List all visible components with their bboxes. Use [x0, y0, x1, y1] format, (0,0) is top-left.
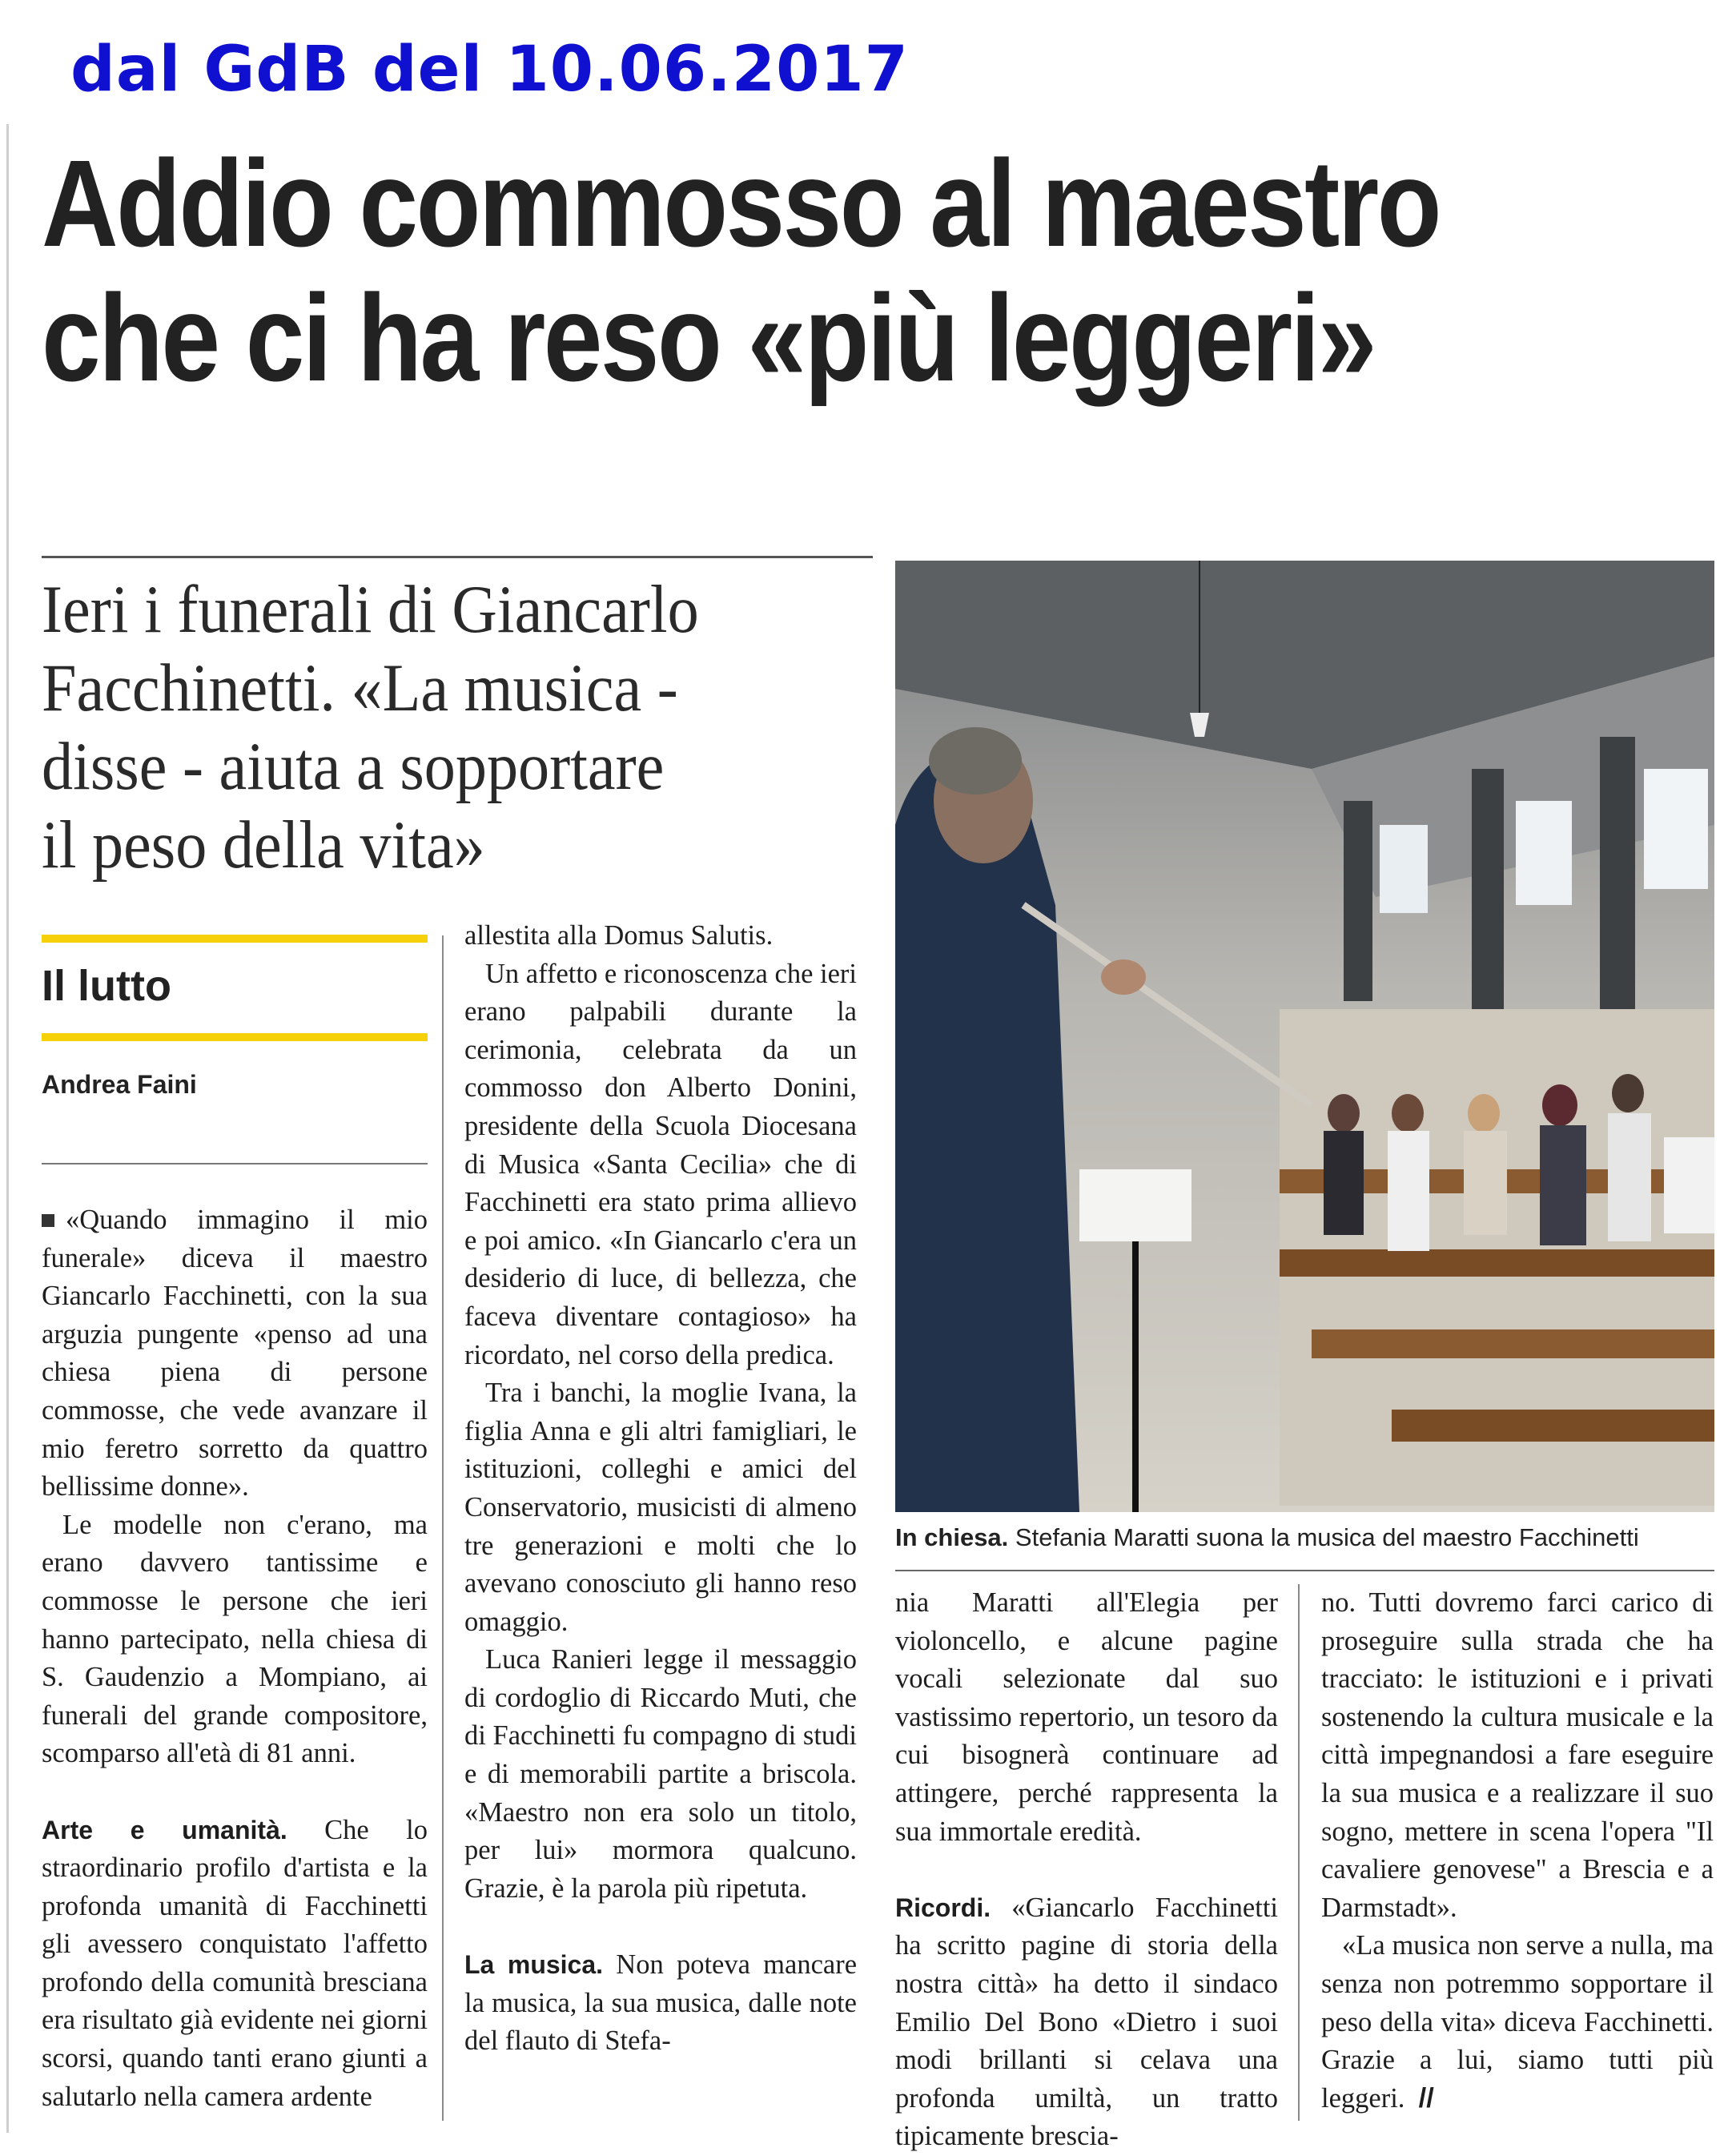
author-byline: Andrea Faini — [42, 1070, 197, 1099]
subheadline-rule — [42, 556, 873, 558]
subheadline-line-3: disse - aiuta a sopportare — [42, 729, 665, 804]
paragraph: Arte e umanità. Che lo straordinario profilo d'artista e la profonda umanità di Facchinetti gli avessero conquistato l'affetto profondo della comunità bresciana era risultato già evidente nei giorni scorsi, quando tanti erano giunti a salutarlo nella camera ardente — [42, 1814, 428, 2112]
paragraph: Ricordi. «Giancarlo Facchinetti ha scritto pagine di storia della nostra città» ha detto il sindaco Emilio Del Bono «Dietro i suoi modi brillanti si celava una profonda umiltà, un tratto tipicamente brescia- — [895, 1892, 1278, 2152]
paragraph: La musica. Non poteva mancare la musica, la sua musica, dalle note del flauto di Stefa- — [464, 1949, 858, 2057]
paragraph: no. Tutti dovremo farci carico di proseguire sulla strada che ha tracciato: le istituzioni e i privati sostenendo la cultura musicale e la città impegnandosi a fare eseguire la sua musica e a realizzare il suo sogno, mettere in scena l'opera "Il cavaliere genovese" a Brescia e a Darmstadt». — [1321, 1587, 1714, 1923]
paragraph: Tra i banchi, la moglie Ivana, la figlia Anna e gli altri famigliari, le istituzioni, colleghi e amici del Conservatorio, musicisti di almeno tre generazioni e molti che lo avevano conosciuto gli hanno reso omaggio. — [464, 1378, 857, 1637]
left-margin-rule — [6, 124, 9, 2133]
article-column-3 — [895, 1584, 1278, 2156]
rubric: Il lutto — [42, 962, 171, 1010]
paragraph: Le modelle non c'erano, ma erano davvero tantissime e commosse le persone che ieri hanno partecipato, nella chiesa di S. Gaudenzio a Mompiano, ai funerali del grande compositore, scomparso all'età di 81 anni. — [42, 1509, 428, 1769]
photo-illustration — [895, 561, 1714, 1512]
paragraph: «La musica non serve a nulla, ma senza non potremmo sopportare il peso della vita» diceva Facchinetti. Grazie a lui, siamo tutti più leggeri. // — [1321, 1930, 1714, 2114]
paragraph: Luca Ranieri legge il messaggio di cordoglio di Riccardo Muti, che di Facchinetti fu compagno di studi e di memorabili partite a briscola. «Maestro non era solo un titolo, per lui» mormora qualcuno. Grazie, è la parola più ripetuta. — [464, 1644, 857, 1904]
section-lead: La musica. — [464, 1950, 604, 1980]
subheadline-line-2: Facchinetti. «La musica - — [42, 650, 678, 726]
subheadline-line-4: il peso della vita» — [42, 807, 485, 883]
byline-rule — [42, 1163, 428, 1164]
paragraph: «Quando immagino il mio funerale» diceva il maestro Giancarlo Facchinetti, con la sua arguzia pungente «penso ad una chiesa piena di persone commosse, che vede avanzare il mio feretro sorretto da quattro bellissime donne». — [42, 1205, 428, 1502]
source-label: dal GdB del 10.06.2017 — [70, 34, 909, 106]
end-of-article-mark: // — [1418, 2082, 1434, 2114]
section-lead: Arte e umanità. — [42, 1815, 287, 1844]
headline-line-1: Addio commosso al maestro — [42, 135, 1440, 272]
rubric-top-rule — [42, 935, 428, 943]
paragraph: nia Maratti all'Elegia per violoncello, e alcune pagine vocali selezionate dal suo vastissimo repertorio, un tesoro da cui bisognerà continuare ad attingere, perché rappresenta la sua immortale eredità. — [895, 1587, 1278, 1847]
article-column-2 — [464, 917, 857, 2061]
photo-caption: In chiesa. Stefania Maratti suona la musica del maestro Facchinetti — [895, 1523, 1639, 1551]
article-column-4 — [1321, 1584, 1714, 2118]
caption-rule — [895, 1570, 1714, 1571]
subheadline — [42, 570, 874, 884]
headline — [42, 136, 1715, 405]
rubric-bottom-rule — [42, 1033, 428, 1041]
church-photo — [895, 561, 1714, 1512]
headline-line-2: che ci ha reso «più leggeri» — [42, 269, 1375, 407]
column-divider — [442, 935, 444, 2121]
column-divider — [1298, 1584, 1300, 2121]
square-bullet-icon — [42, 1214, 54, 1227]
caption-lead: In chiesa. — [895, 1523, 1009, 1551]
section-lead: Ricordi. — [895, 1893, 991, 1922]
article-column-1 — [42, 1201, 428, 2116]
paragraph: Un affetto e riconoscenza che ieri erano palpabili durante la cerimonia, celebrata da un commosso don Alberto Donini, presidente della Scuola Diocesana di Musica «Santa Cecilia» che di Facchinetti era stato prima allievo e poi amico. «In Giancarlo c'era un desiderio di luce, di bellezza, che faceva diventare contagioso» ha ricordato, nel corso della predica. — [464, 958, 857, 1370]
paragraph: allestita alla Domus Salutis. — [464, 920, 774, 951]
subheadline-line-1: Ieri i funerali di Giancarlo — [42, 572, 699, 647]
